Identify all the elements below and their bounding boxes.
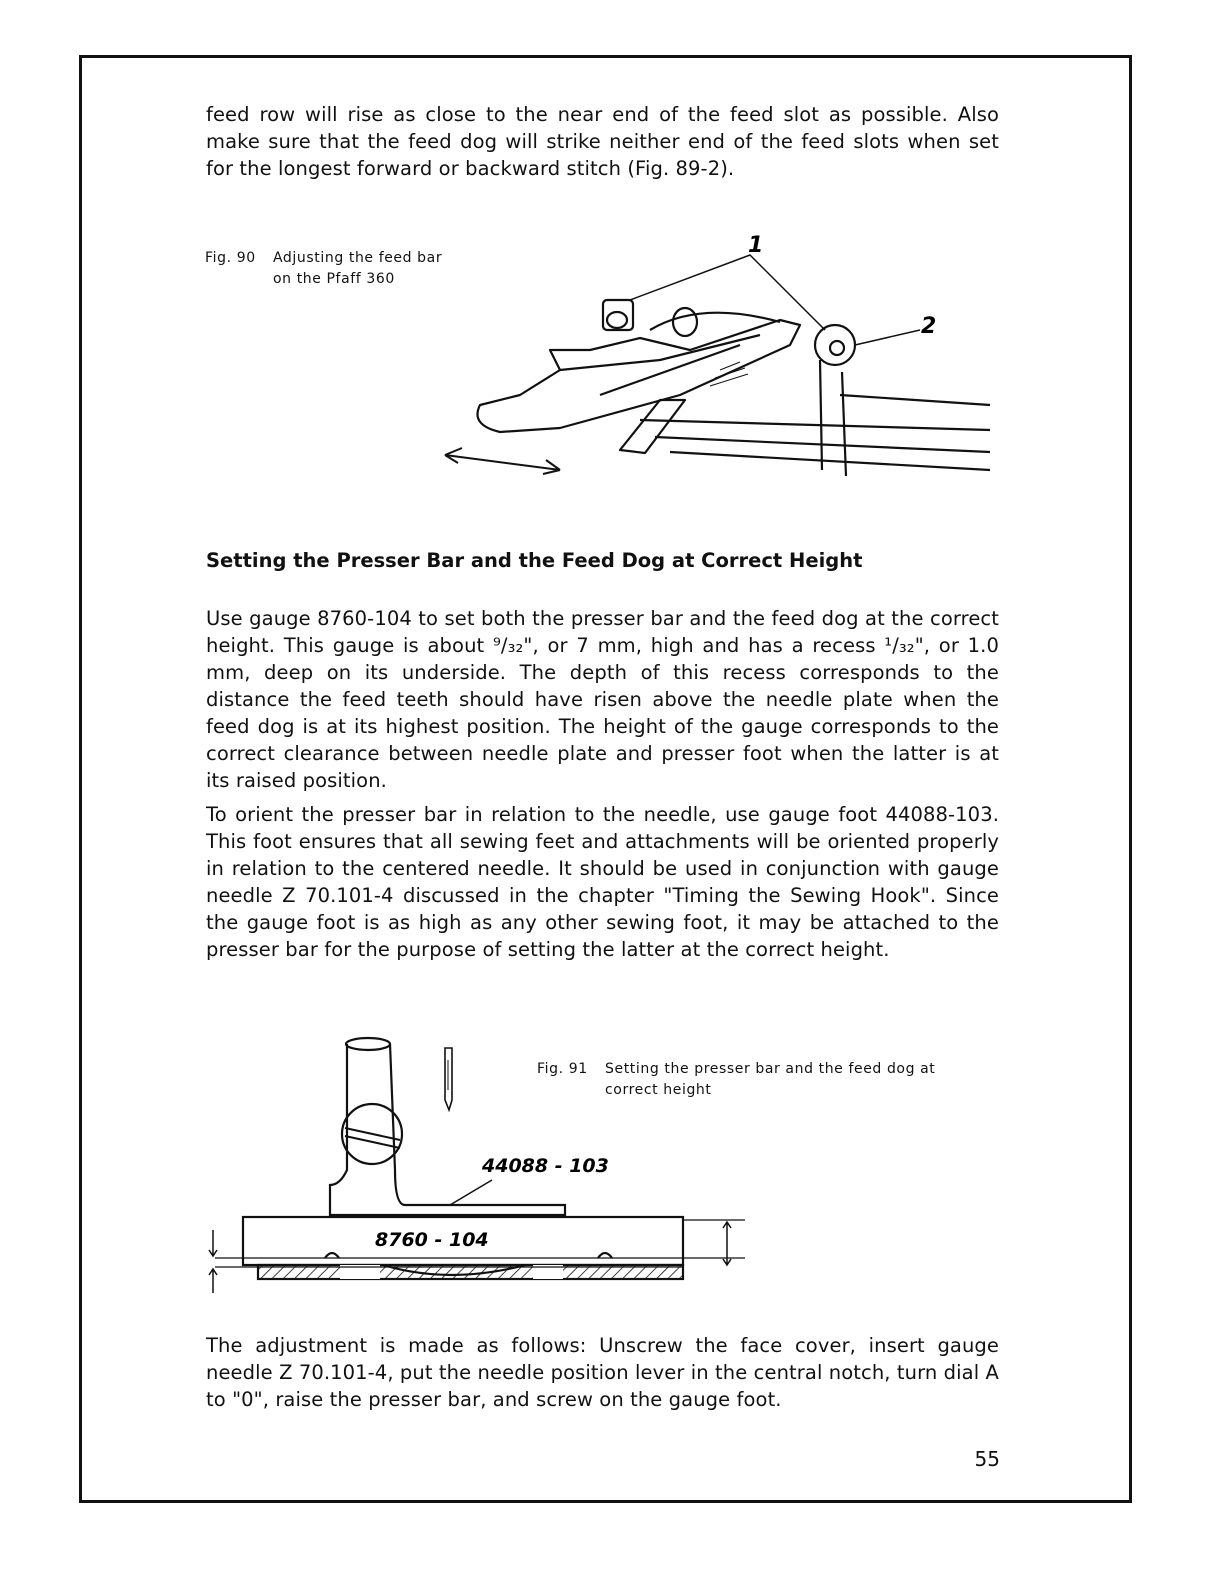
fig90-callout-2: 2 <box>921 314 937 339</box>
fig90-caption-line2: on the Pfaff 360 <box>273 271 395 287</box>
paragraph-feed-row: feed row will rise as close to the near end of the feed slot as possible. Also make sure that the feed dog will strike neither end of the feed slots when set for the longest forward or backward stitch (Fig. 89-2). <box>206 103 999 180</box>
paragraph-gauge-foot: To orient the presser bar in relation to the needle, use gauge foot 44088-103. This foot ensures that all sewing feet and attachments will be oriented properly in relation to the centered needle. It should be used in conjunction with gauge needle Z 70.101-4 discussed in the chapter "Timing the Sewing Hook". Since the gauge foot is as high as any other sewing foot, it may be attached to the presser bar for the purpose of setting the latter at the correct height. <box>206 803 999 961</box>
fig91-caption-line1: Setting the presser bar and the feed dog at <box>605 1061 936 1077</box>
fig90-number: Fig. 90 <box>205 250 256 266</box>
paragraph-adjustment: The adjustment is made as follows: Unscrew the face cover, insert gauge needle Z 70.101-4, put the needle position lever in the central notch, turn dial A to "0", raise the presser bar, and screw on the gauge foot. <box>206 1334 999 1411</box>
fig90-callout-1: 1 <box>748 233 764 258</box>
fig90-caption-line1: Adjusting the feed bar <box>273 250 443 266</box>
fig91-label-gauge: 8760 - 104 <box>375 1229 489 1251</box>
section-heading: Setting the Presser Bar and the Feed Dog at Correct Height <box>206 549 863 572</box>
paragraph-gauge: Use gauge 8760-104 to set both the presser bar and the feed dog at the correct height. This gauge is about ⁹/₃₂", or 7 mm, high and has a recess ¹/₃₂", or 1.0 mm, deep on its underside. The depth of this recess corresponds to the distance the feed teeth should have risen above the needle plate when the feed dog is at its highest position. The height of the gauge corresponds to the correct clearance between needle plate and presser foot when the latter is at its raised position. <box>206 607 999 792</box>
fig91-caption-line2: correct height <box>605 1082 712 1098</box>
fig91-number: Fig. 91 <box>537 1061 588 1077</box>
fig91-label-foot: 44088 - 103 <box>482 1155 609 1177</box>
page-number: 55 <box>974 1447 1000 1471</box>
